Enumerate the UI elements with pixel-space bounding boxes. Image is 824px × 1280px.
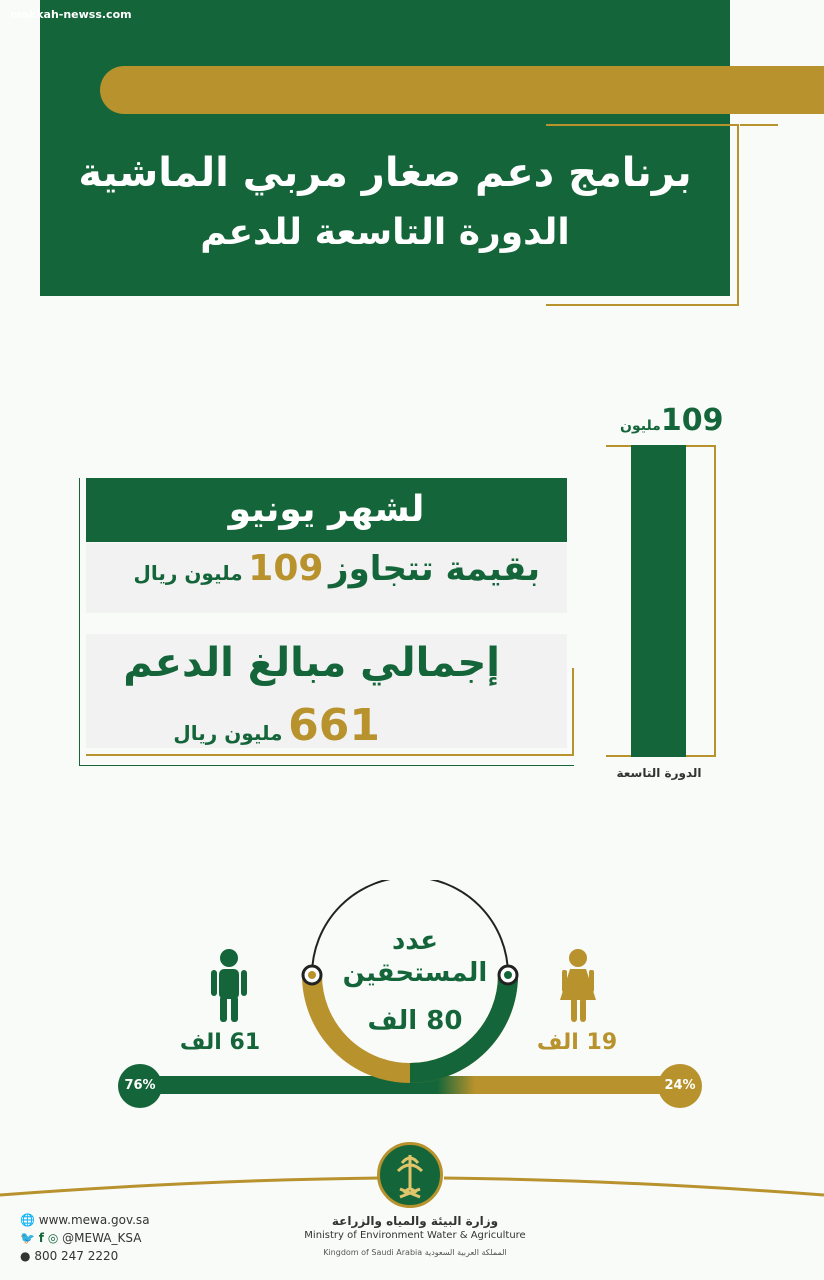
header-frame-top: [740, 124, 778, 126]
beneficiaries-label-2: المستحقين: [342, 958, 488, 988]
phone-line[interactable]: [20, 1249, 118, 1263]
website-line[interactable]: [20, 1213, 150, 1227]
bar-value-label: [620, 403, 723, 438]
kingdom-label: Kingdom of Saudi Arabia المملكة العربية السعودية: [323, 1248, 507, 1257]
male-count: 61 الف: [179, 1030, 261, 1055]
monthly-unit: مليون ريال: [133, 561, 243, 585]
beneficiaries-total: 80 الف: [367, 1006, 463, 1036]
globe-icon: 🌐: [20, 1213, 35, 1227]
total-support-value: 661: [288, 700, 380, 751]
phone-number[interactable]: 800 247 2220: [34, 1249, 119, 1263]
instagram-icon[interactable]: ◎: [47, 1231, 59, 1245]
bar-value: 109: [660, 403, 724, 438]
whatsapp-icon: ●: [20, 1249, 31, 1263]
female-count: 19 الف: [536, 1030, 618, 1055]
male-icon: [211, 949, 247, 1022]
monthly-value-line: [100, 548, 540, 589]
watermark: makkah-newss.com: [10, 8, 132, 21]
ministry-logo: [377, 1142, 443, 1208]
card-heading: لشهر يونيو: [86, 478, 567, 542]
header-gold-pill: [100, 66, 824, 114]
ministry-name-ar: وزارة البيئة والمياه والزراعة: [331, 1214, 499, 1228]
twitter-icon[interactable]: 🐦: [20, 1231, 35, 1245]
social-line[interactable]: [20, 1231, 141, 1245]
page-title: برنامج دعم صغار مربي الماشية: [78, 150, 692, 196]
total-support-unit: مليون ريال: [173, 721, 283, 745]
monthly-text: بقيمة تتجاوز: [329, 549, 540, 589]
facebook-icon[interactable]: f: [38, 1231, 45, 1245]
social-handle[interactable]: @MEWA_KSA: [62, 1231, 142, 1245]
monthly-value: 109: [248, 548, 324, 589]
website-link[interactable]: www.mewa.gov.sa: [38, 1213, 150, 1227]
bar-category-label: الدورة التاسعة: [616, 766, 702, 780]
female-icon: [560, 949, 596, 1022]
beneficiaries-label-1: عدد: [391, 926, 439, 956]
male-percent: 76%: [118, 1064, 162, 1108]
ministry-name-en: Ministry of Environment Water & Agriculture: [304, 1230, 526, 1241]
chart-bar: [631, 445, 686, 757]
total-support-label: إجمالي مبالغ الدعم: [123, 640, 500, 686]
bar-unit: مليون: [620, 418, 661, 434]
female-percent: 24%: [658, 1064, 702, 1108]
page-subtitle: الدورة التاسعة للدعم: [200, 212, 570, 253]
total-support-line: [150, 700, 380, 751]
